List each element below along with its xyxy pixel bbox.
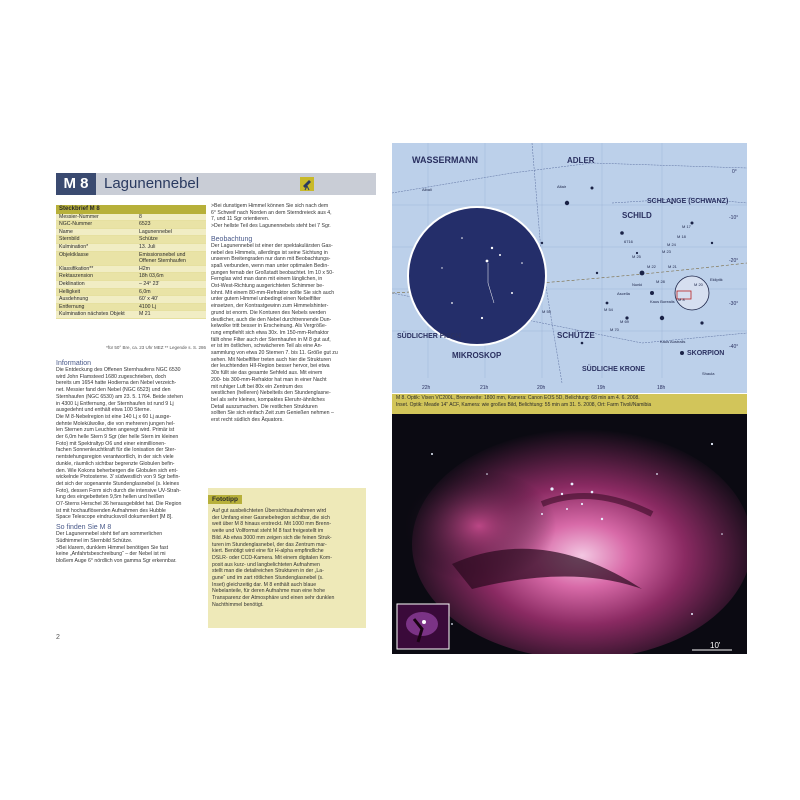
steckbrief-title: Steckbrief M 8 xyxy=(56,205,206,214)
steckbrief-footnote: *für 50° Bre, ca. 23 Uhr MEZ ** Legende s. S. 286 xyxy=(106,345,206,350)
steckbrief-rows xyxy=(56,214,206,319)
tick-dec-30: -30° xyxy=(729,301,739,307)
label-m18: M 18 xyxy=(677,234,686,239)
steckbrief-value: 4100 Lj xyxy=(139,303,157,310)
tick-ra-20: 20h xyxy=(537,385,546,391)
steckbrief-key: Kulmination* xyxy=(59,243,89,250)
label-schlange: SCHLANGE (SCHWANZ) xyxy=(647,198,729,205)
steckbrief-key: Messier-Nummer xyxy=(59,213,99,220)
tick-ra-18: 18h xyxy=(657,385,666,391)
chapter-title: Lagunennebel xyxy=(104,175,200,192)
tick-dec-10: -10° xyxy=(729,215,739,221)
label-6716: 6716 xyxy=(624,239,633,244)
steckbrief-value: H2m xyxy=(139,265,150,272)
label-suedliche-krone: SÜDLICHE KRONE xyxy=(582,366,646,373)
label-m55: M 55 xyxy=(542,309,551,314)
tick-ra-19: 19h xyxy=(597,385,606,391)
label-m8: M 8 xyxy=(678,297,685,302)
scale-label: 10' xyxy=(710,641,721,650)
nebula-photo xyxy=(392,414,747,654)
tick-dec-0: 0° xyxy=(732,169,737,175)
steckbrief-key: Sternbild xyxy=(59,236,80,243)
text-intro: >Bei dunstigem Himmel können Sie sich nach dem 6° Schweif nach Norden an dem Sterndreieck aus 4, 7, und 11 Sgr orientieren. >Der hellste Teil des Lagunennebels steht bei 7 Sgr. xyxy=(211,203,332,230)
label-albali: Albali xyxy=(422,187,432,192)
column-left xyxy=(56,360,204,565)
steckbrief-row xyxy=(56,229,206,237)
steckbrief-row xyxy=(56,289,206,297)
steckbrief-key: Objektklasse xyxy=(59,251,89,258)
label-schild: SCHILD xyxy=(622,211,652,220)
steckbrief-row xyxy=(56,273,206,281)
tick-dec-40: -40° xyxy=(729,344,739,350)
column-right xyxy=(211,203,361,424)
steckbrief-key: Name xyxy=(59,228,73,235)
tick-dec-20: -20° xyxy=(729,258,739,264)
steckbrief-row xyxy=(56,304,206,312)
label-m69: M 69 xyxy=(620,319,629,324)
label-schuetze: SCHÜTZE xyxy=(557,331,595,340)
steckbrief-key: Ausdehnung xyxy=(59,296,89,303)
fototipp-box xyxy=(208,488,366,628)
label-m22: M 22 xyxy=(647,264,656,269)
steckbrief-row xyxy=(56,236,206,244)
steckbrief-row xyxy=(56,244,206,252)
label-kaus-australis: Kaus Australis xyxy=(660,339,686,344)
steckbrief-row xyxy=(56,281,206,289)
photo-caption xyxy=(392,394,747,414)
caption-line-2: Inset. Optik: Meade 14" ACF, Kamera: wie großes Bild, Belichtung: 55 min am 31. 5. 2008, Ort: Farm Tivoli/Namibia xyxy=(396,401,652,408)
label-suedlicher-fisch: SÜDLICHER FISCH xyxy=(397,333,461,340)
steckbrief-key: Helligkeit xyxy=(59,288,81,295)
heading-finden: So finden Sie M 8 xyxy=(56,524,112,532)
label-m25: M 25 xyxy=(632,254,641,259)
heading-information: Information xyxy=(56,360,92,367)
text-finden: Der Lagunennebel steht tief am sommerlichen Südhimmel im Sternbild Schütze. >Bei klarem, dunklem Himmel benötigen Sie fast keine „Anfahrtsbeschreibung“ – der Nebel ist mi bloßem Auge 6° nördlich von gamma Sgr erkennbar. xyxy=(56,531,177,564)
label-mikroskop: MIKROSKOP xyxy=(452,351,502,360)
messier-tag: M 8 xyxy=(56,173,96,195)
steckbrief-value: Emissionsnebel und Offener Sternhaufen xyxy=(139,251,186,265)
label-m54: M 54 xyxy=(604,307,613,312)
telescope-icon xyxy=(300,177,314,191)
steckbrief-key: Kulmination nächstes Objekt xyxy=(59,311,125,318)
steckbrief-key: Deklination xyxy=(59,280,85,287)
steckbrief-row xyxy=(56,311,206,319)
label-kaus-borealis: Kaus Borealis xyxy=(650,299,675,304)
page-number: 2 xyxy=(56,634,60,641)
steckbrief-value: – 24° 23' xyxy=(139,280,160,287)
tick-ra-22: 22h xyxy=(422,385,431,391)
caption-line-1: M 8. Optik: Vixen VC200L, Brennweite: 1800 mm, Kamera: Canon EOS 5D, Belichtung: 68 min am 4. 6. 2008. xyxy=(396,395,640,401)
steckbrief-value: 60' x 40' xyxy=(139,296,158,303)
label-altair: Altair xyxy=(557,184,567,189)
steckbrief-key: Rektaszension xyxy=(59,273,94,280)
heading-fototipp: Fototipp xyxy=(208,495,242,504)
label-nunki: Nunki xyxy=(632,282,643,287)
heading-beobachtung: Beobachtung xyxy=(211,235,253,243)
label-ekliptik: Ekliptik xyxy=(710,277,723,282)
steckbrief-value: 6,0m xyxy=(139,288,151,295)
steckbrief-row xyxy=(56,214,206,222)
label-ascella: Ascella xyxy=(617,291,630,296)
steckbrief-value: Schütze xyxy=(139,236,158,243)
text-fototipp: Auf gut ausbelichteten Übersichtsaufnahmen wird der Umfang einer Gasnebelregion sichtbar, die sich weit über M 8 hinaus erstreckt. Mit 1000 mm Brenn- weite und Vollformat steht M 8 fast freigestellt im Bild. Ab etwa 3000 mm zeigen sich die feinen Struk- turen im Stundenglasnebel, der das Zentrum mar- kiert. Benötigt wird eine für H-alpha empfindliche DSLR- oder CCD-Kamera. Mit einem digitalen Kom- posit aus kurz- und langbelichteten Aufnahmen stellt man die detailreichen Strukturen in der „La- gune“ und im zart rötlichen Stundenglasnebel (s. Inset) gleichzeitig dar. M 8 enthält auch blaue Nebelanteile, für deren Aufnahme man eine hohe Transparenz der Atmosphäre und einen sehr dunklen Nachthimmel benötigt. xyxy=(212,508,335,608)
steckbrief-key: NGC-Nummer xyxy=(59,221,93,228)
steckbrief-value: 8 xyxy=(139,213,142,220)
label-adler: ADLER xyxy=(567,156,595,165)
label-m21: M 21 xyxy=(668,264,677,269)
label-shaula: Shaula xyxy=(702,371,715,376)
label-m70: M 70 xyxy=(610,327,619,332)
label-skorpion: SKORPION xyxy=(687,350,725,357)
label-m17: M 17 xyxy=(682,224,691,229)
steckbrief-key: Klassifikation** xyxy=(59,265,94,272)
text-beobachtung: Der Lagunennebel ist einer der spektakulärsten Gas- nebel des Himmels, allerdings ist seine Sichtung in unseren Breitengraden nur dann mit Beobachtungs- spaß verbunden, wenn man unter optimalen Bedin- gungen fernab der Großstadt beobachtet. Im 10 x 50- Fernglas wird man dann mit einem länglichen, in Ost-West-Richtung ausgerichteten Schimmer be- lohnt. Mit einem 80-mm-Refraktor sollte Sie sich auch unter gutem Himmel unbedingt einen Nebelfilter einsetzen, der Kontrastgewinn zum Himmelshinter- grund ist enorm. Die Konturen des Nebels werden deutlicher, auch die den Nebel durchtrennende Dun- kelwolke tritt besser in Erscheinung. Als Vergröße- rung empfiehlt sich etwa 30x. Im 150-mm-Refraktor fällt ohne Filter auch der Sternhaufen in M 8 gut auf, er ist im östlichen, schwächeren Teil als eine An- sammlung von etwa 20 Sternen 7. bis 11. Größe gut zu sehen. Mit Nebelfilter treten auch hier die Strukturen der leuchtenden HII-Region besser hervor, bei etwa 30x füllt sie das gesamte Sehfeld aus. Mit einem 200- bis 300-mm-Refraktor hat man in einer Nacht mit ruhiger Luft bei 80x ein Zentrum des westlichen (helleren) Nebelteils den Stundenglasne- bel als sehr kleines, kompaktes Eleruhr-ähnliches Detail auszumachen. Die restlichen Strukturen sollten Sie sich einfach Zeit zum Genießen nehmen – erst recht südlich des Äquators. xyxy=(211,242,338,424)
steckbrief-row xyxy=(56,252,206,266)
text-information: Die Entdeckung des Offenen Sternhaufens NGC 6530 wird John Flamsteed 1680 zugeschrieben, doch bereits um 1654 hatte Hodierna den Nebel verzeich- net. Messier fand den Nebel (NGC 6523) und den Sternhaufen (NGC 6530) am 23. 5. 1764. Beide stehen in 4300 Lj Entfernung, der Sternhaufen ist rund 9 Lj ausgedehnt und enthält etwa 100 Sterne. Die M 8-Nebelregion ist eine 140 Lj x 60 Lj ausge- dehnte Molekülwolke, die von mehreren jungen hel- len Sternen zum Leuchten angeregt wird. Primär ist der 6,0m helle Stern 9 Sgr (der helle Stern im kleinen Foto) mit Spektraltyp O6 und einer einmillionen- fachen Sonnenleuchtkraft für die Ionisation der Ster- nentstehungsregion verantwortlich, in der sich viele dunkle, räumlich sichtbar begrenzte Globulen befin- den. Wie Kokons beherbergen die Globulen sich ent- wickelnde Protosterne. 3' südwestlich von 9 Sgr befin- det sich der sogenannte Stundenglasnebel (s. kleines Foto), dessen Form sich durch die intensive UV-Strah- lung des eingebetteten 9,5m hellen und heißen O7-Sterns Herschel 36 herausgebildet hat. Die Region ist mit hochauflösenden Aufnahmen des Hubble Space Telescope eindrucksvoll dokumentiert [M 8]. xyxy=(56,367,183,521)
label-m24: M 24 xyxy=(667,242,676,247)
label-m28: M 28 xyxy=(656,279,665,284)
steckbrief-table xyxy=(56,205,206,319)
steckbrief-value: 18h 03,6m xyxy=(139,273,164,280)
steckbrief-value: M 21 xyxy=(139,311,151,318)
label-m23: M 23 xyxy=(662,249,671,254)
steckbrief-row xyxy=(56,221,206,229)
star-chart xyxy=(392,143,747,393)
steckbrief-row xyxy=(56,266,206,274)
steckbrief-value: Lagunennebel xyxy=(139,228,172,235)
steckbrief-value: 6523 xyxy=(139,221,151,228)
steckbrief-row xyxy=(56,296,206,304)
label-wassermann: WASSERMANN xyxy=(412,155,479,165)
steckbrief-value: 13. Juli xyxy=(139,243,156,250)
label-m20: M 20 xyxy=(694,282,703,287)
tick-ra-21: 21h xyxy=(480,385,489,391)
steckbrief-key: Entfernung xyxy=(59,303,85,310)
